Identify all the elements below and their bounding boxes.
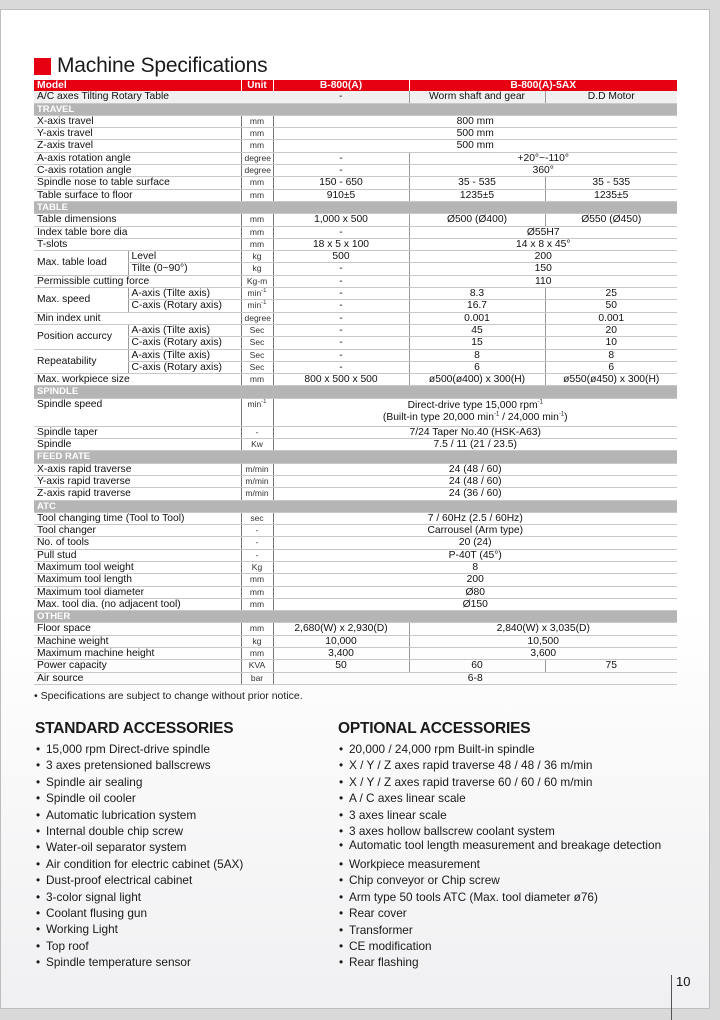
section-travel: TRAVEL xyxy=(34,103,677,115)
list-item: • Automatic lubrication system xyxy=(35,807,243,823)
table-row: C-axis rotation angle degree - 360° xyxy=(34,165,677,177)
list-item: • A / C axes linear scale xyxy=(338,790,668,806)
list-item: • 15,000 rpm Direct-drive spindle xyxy=(35,741,243,757)
table-row: Min index unit degree - 0.001 0.001 xyxy=(34,312,677,324)
disclaimer-note: • Specifications are subject to change without prior notice. xyxy=(34,690,303,702)
red-square-icon xyxy=(34,58,51,75)
table-row: Spindle Kw 7.5 / 11 (21 / 23.5) xyxy=(34,439,677,451)
table-row: Floor space mm 2,680(W) x 2,930(D) 2,840(W) x 3,035(D) xyxy=(34,623,677,635)
header-unit: Unit xyxy=(241,80,273,91)
section-other: OTHER xyxy=(34,611,677,623)
list-item: • CE modification xyxy=(338,938,668,954)
page-title: Machine Specifications xyxy=(57,54,268,77)
table-row: T-slots mm 18 x 5 x 100 14 x 8 x 45° xyxy=(34,238,677,250)
table-row: Maximum tool weight Kg 8 xyxy=(34,561,677,573)
table-row: Max. workpiece size mm 800 x 500 x 500 ø500(ø400) x 300(H) ø550(ø450) x 300(H) xyxy=(34,374,677,386)
table-row: Table surface to floor mm 910±5 1235±5 1235±5 xyxy=(34,189,677,201)
table-row: Position accurcy A-axis (Tilte axis) Sec - 45 20 xyxy=(34,324,677,336)
list-item: • Arm type 50 tools ATC (Max. tool diameter ø76) xyxy=(338,889,668,905)
table-row: Z-axis rapid traverse m/min 24 (36 / 60) xyxy=(34,488,677,500)
header-model: Model xyxy=(34,80,241,91)
table-row: Pull stud - P-40T (45°) xyxy=(34,549,677,561)
list-item: • Working Light xyxy=(35,921,243,937)
subheader-label: A/C axes Tilting Rotary Table xyxy=(34,91,273,103)
table-row: C-axis (Rotary axis) Sec - 15 10 xyxy=(34,337,677,349)
optional-accessories-title: OPTIONAL ACCESSORIES xyxy=(338,720,531,737)
list-item: • Rear flashing xyxy=(338,954,668,970)
section-feed-rate: FEED RATE xyxy=(34,451,677,463)
list-item: • 20,000 / 24,000 rpm Built-in spindle xyxy=(338,741,668,757)
list-item: • X / Y / Z axes rapid traverse 48 / 48 / 36 m/min xyxy=(338,757,668,773)
table-row: Maximum tool length mm 200 xyxy=(34,574,677,586)
list-item: • Coolant flusing gun xyxy=(35,905,243,921)
page-title-block xyxy=(34,54,267,78)
table-row: Max. tool dia. (no adjacent tool) mm Ø150 xyxy=(34,598,677,610)
page-number: 10 xyxy=(676,974,691,989)
table-row: Spindle speed $\min^{-1}$ Direct-drive type 15,000 rpm$^{-1}$ (Built-in type 20,000 $\min^{-1} / 24,000$ $\min^{-1}$) xyxy=(34,398,677,426)
table-row: Z-axis travel mm 500 mm xyxy=(34,140,677,152)
table-row: A-axis rotation angle degree - +20°~-110° xyxy=(34,152,677,164)
list-item: • Chip conveyor or Chip screw xyxy=(338,872,668,888)
table-row: No. of tools - 20 (24) xyxy=(34,537,677,549)
subheader-col-a: - xyxy=(273,91,409,103)
table-row: Tool changing time (Tool to Tool) sec 7 / 60Hz (2.5 / 60Hz) xyxy=(34,512,677,524)
table-row: C-axis (Rotary axis) Sec - 6 6 xyxy=(34,361,677,373)
list-item: • Spindle oil cooler xyxy=(35,790,243,806)
section-spindle: SPINDLE xyxy=(34,386,677,398)
table-header-row xyxy=(34,80,677,91)
list-item: • Transformer xyxy=(338,922,668,938)
list-item: • 3-color signal light xyxy=(35,889,243,905)
list-item: • Dust-proof electrical cabinet xyxy=(35,872,243,888)
section-atc: ATC xyxy=(34,500,677,512)
subheader-worm: Worm shaft and gear xyxy=(409,91,545,103)
list-item: • Spindle temperature sensor xyxy=(35,954,243,970)
list-item: • 3 axes linear scale xyxy=(338,807,668,823)
table-row: Y-axis travel mm 500 mm xyxy=(34,128,677,140)
table-row: Table dimensions mm 1,000 x 500 Ø500 (Ø400) Ø550 (Ø450) xyxy=(34,214,677,226)
list-item: • 3 axes hollow ballscrew coolant system xyxy=(338,823,668,839)
table-row: Index table bore dia mm - Ø55H7 xyxy=(34,226,677,238)
table-row: Spindle taper - 7/24 Taper No.40 (HSK-A63) xyxy=(34,426,677,438)
table-row: Machine weight kg 10,000 10,500 xyxy=(34,635,677,647)
list-item: • Rear cover xyxy=(338,905,668,921)
table-row: Tilte (0~90°) kg - 150 xyxy=(34,263,677,275)
header-b800a: B-800(A) xyxy=(273,80,409,91)
list-item: • Workpiece measurement xyxy=(338,856,668,872)
table-row: Spindle nose to table surface mm 150 - 650 35 - 535 35 - 535 xyxy=(34,177,677,189)
spec-table xyxy=(34,80,677,685)
table-row: C-axis (Rotary axis) $\min^{-1}$ - 16.7 50 xyxy=(34,300,677,312)
table-row: Y-axis rapid traverse m/min 24 (48 / 60) xyxy=(34,475,677,487)
table-row: Repeatability A-axis (Tilte axis) Sec - 8 8 xyxy=(34,349,677,361)
table-row: X-axis travel mm 800 mm xyxy=(34,115,677,127)
header-b800a-5ax: B-800(A)-5AX xyxy=(409,80,677,91)
optional-accessories-list xyxy=(338,741,668,971)
table-row: Maximum tool diameter mm Ø80 xyxy=(34,586,677,598)
table-row: Power capacity KVA 50 60 75 xyxy=(34,660,677,672)
table-row: X-axis rapid traverse m/min 24 (48 / 60) xyxy=(34,463,677,475)
standard-accessories-list xyxy=(35,741,243,971)
list-item: • Spindle air sealing xyxy=(35,774,243,790)
list-item: • Top roof xyxy=(35,938,243,954)
subheader-dd: D.D Motor xyxy=(545,91,677,103)
standard-accessories xyxy=(35,720,243,971)
table-row: Max. speed A-axis (Tilte axis) $\min^{-1}$ - 8.3 25 xyxy=(34,288,677,300)
table-row: Max. table load Level kg 500 200 xyxy=(34,251,677,263)
section-table: TABLE xyxy=(34,201,677,213)
table-row: Air source bar 6-8 xyxy=(34,672,677,684)
table-subheader-row xyxy=(34,91,677,103)
table-row: Tool changer - Carrousel (Arm type) xyxy=(34,525,677,537)
list-item: • Air condition for electric cabinet (5AX) xyxy=(35,856,243,872)
list-item: • Internal double chip screw xyxy=(35,823,243,839)
table-row: Permissible cutting force Kg-m - 110 xyxy=(34,275,677,287)
list-item: • Water-oil separator system xyxy=(35,839,243,855)
list-item: • 3 axes pretensioned ballscrews xyxy=(35,757,243,773)
standard-accessories-title: STANDARD ACCESSORIES xyxy=(35,720,234,737)
optional-accessories xyxy=(338,720,668,971)
page-number-divider xyxy=(671,975,672,1020)
list-item: • X / Y / Z axes rapid traverse 60 / 60 / 60 m/min xyxy=(338,774,668,790)
spec-page xyxy=(0,9,710,1009)
list-item: • Automatic tool length measurement and breakage detection xyxy=(338,839,668,856)
table-row: Maximum machine height mm 3,400 3,600 xyxy=(34,648,677,660)
